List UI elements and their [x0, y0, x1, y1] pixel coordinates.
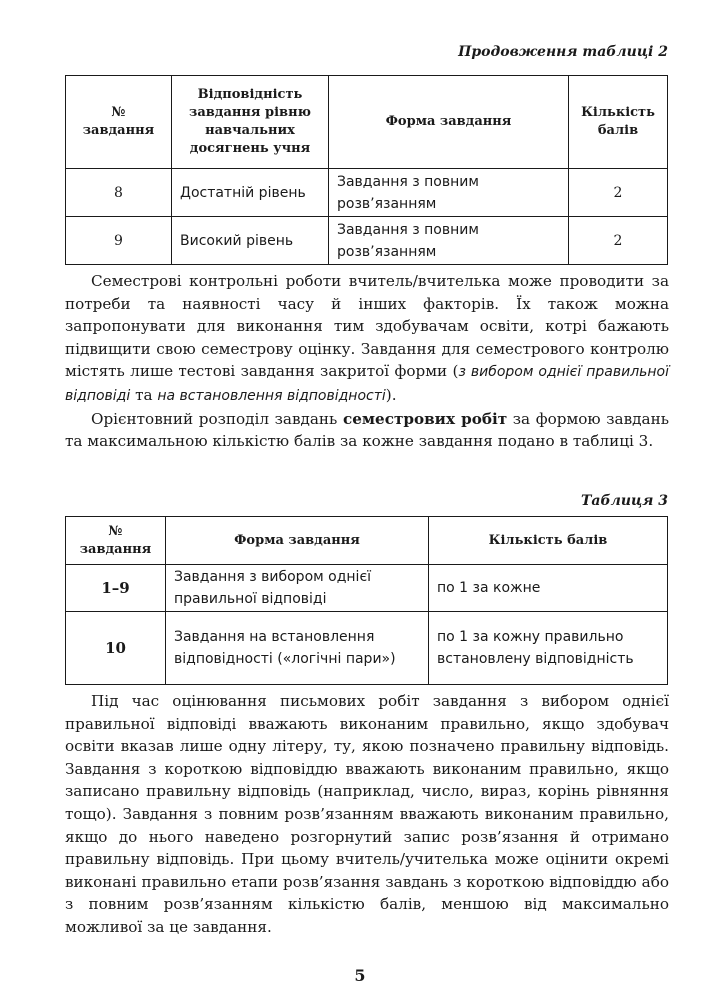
task-form: Завдання на встановлення відповідності («логічні пари»)	[166, 612, 429, 685]
task-number: 10	[66, 612, 166, 685]
table-2-header-num: № завдання	[66, 76, 172, 169]
task-points: 2	[569, 169, 668, 217]
paragraph-text: Семестрові контрольні роботи вчитель/вчителька може проводити за потреби та наявності часу й інших факторів. Їх також можна запропонувати для виконання тим здобувачам освіти, котрі бажають підвищити свою семестрову оцінку. Завдання для семестрового контролю містять лише тестові завдання закритої форми (	[65, 272, 669, 381]
task-level: Високий рівень	[172, 217, 329, 265]
table-2-header-form: Форма завдання	[329, 76, 569, 169]
table-3-caption: Таблиця 3	[580, 493, 668, 509]
table-2-header-level: Відповідність завдання рівню навчальних досягнень учня	[172, 76, 329, 169]
table-row	[66, 612, 668, 685]
italic-text: з вибором однієї правильної відповіді	[65, 364, 670, 404]
paragraph-text: за формою завдань та максимальною кількістю балів за кожне завдання подано в таблиці 3.	[65, 409, 669, 451]
task-points: по 1 за кожну правильно встановлену відповідність	[429, 612, 668, 685]
table-row	[66, 169, 668, 217]
task-level: Достатній рівень	[172, 169, 329, 217]
paragraph-text: Під час оцінювання письмових робіт завдання з вибором однієї правильної відповіді вважають виконаним правильно, якщо здобувач освіти вказав лише одну літеру, ту, якою позначено правильну відповідь. Завдання з короткою відповіддю вважають виконаним правильно, якщо записано правильну відповідь (наприклад, число, вираз, корінь рівняння тощо). Завдання з повним розв’язанням вважають виконаним правильно, якщо до нього наведено розгорнутий запис розв’язання й отримано правильну відповідь. При цьому вчитель/учителька може оцінити окремі виконані правильно етапи розв’язання завдань з короткою відповіддю або з повним розв’язанням кількістю балів, меншою від максимально можливої за це завдання.	[65, 692, 669, 936]
bold-text: семестрових робіт	[342, 409, 508, 428]
paragraph-text: та	[130, 385, 158, 404]
table-3-header-form: Форма завдання	[166, 517, 429, 565]
table-3-header-row	[66, 517, 668, 565]
task-form: Завдання з повним розв’язанням	[329, 169, 569, 217]
table-2	[65, 75, 668, 265]
task-form: Завдання з вибором однієї правильної відповіді	[166, 565, 429, 612]
table-2-header-points: Кількість балів	[569, 76, 668, 169]
paragraph-evaluation	[65, 690, 669, 939]
paragraph-text: ).	[385, 385, 397, 404]
page-number: 5	[354, 966, 366, 985]
task-number: 8	[66, 169, 172, 217]
task-number: 9	[66, 217, 172, 265]
paragraph-text: Орієнтовний розподіл завдань	[91, 409, 343, 428]
task-form: Завдання з повним розв’язанням	[329, 217, 569, 265]
task-number: 1–9	[66, 565, 166, 612]
italic-text: на встановлення відповідності	[157, 387, 386, 404]
table-row	[66, 565, 668, 612]
table-2-header-row	[66, 76, 668, 169]
task-points: по 1 за кожне	[429, 565, 668, 612]
table-row	[66, 217, 668, 265]
table-2-caption: Продовження таблиці 2	[458, 44, 668, 60]
table-3-header-points: Кількість балів	[429, 517, 668, 565]
table-3	[65, 516, 668, 685]
paragraph-semester-tests	[65, 270, 669, 453]
task-points: 2	[569, 217, 668, 265]
table-3-header-num: № завдання	[66, 517, 166, 565]
